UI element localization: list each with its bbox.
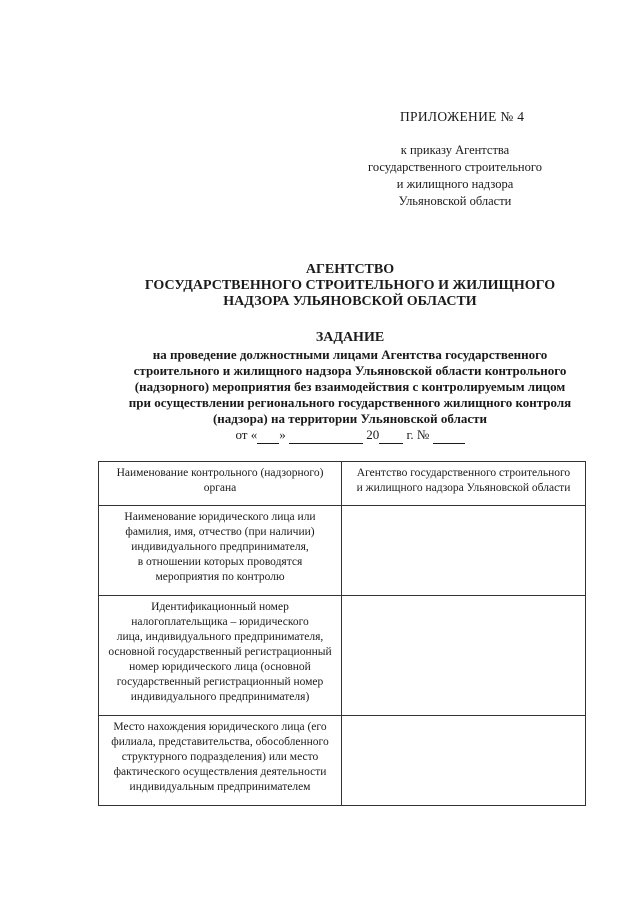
cell-line: налогоплательщика – юридического — [131, 616, 309, 628]
cell-line: номер юридического лица (основной — [129, 661, 311, 673]
table-row — [99, 506, 586, 596]
task-line: строительного и жилищного надзора Ульяновской области контрольного — [133, 363, 567, 378]
day-blank — [257, 427, 279, 444]
cell-line: структурного подразделения) или место — [121, 751, 319, 763]
task-line: на проведение должностными лицами Агентства государственного — [152, 347, 548, 362]
table-cell-value — [342, 462, 586, 506]
cell-line: лица, индивидуального предпринимателя, — [116, 631, 324, 643]
cell-line: Наименование юридического лица или — [124, 511, 316, 523]
year-blank — [379, 427, 403, 444]
appendix-line: Ульяновской области — [398, 194, 512, 208]
cell-line: Место нахождения юридического лица (его — [113, 721, 327, 733]
cell-line: в отношении которых проводятся — [137, 556, 303, 568]
agency-line: НАДЗОРА УЛЬЯНОВСКОЙ ОБЛАСТИ — [223, 294, 477, 309]
cell-line: государственный регистрационный номер — [116, 676, 324, 688]
table-cell-value — [342, 506, 586, 596]
cell-line: Идентификационный номер — [151, 601, 289, 613]
date-line — [60, 427, 640, 444]
date-year: 20 — [366, 427, 380, 442]
appendix-title: ПРИЛОЖЕНИЕ № 4 — [400, 109, 525, 124]
appendix-reference — [330, 142, 580, 210]
date-mid: » — [279, 427, 286, 442]
agency-heading — [60, 262, 640, 310]
cell-line: фактического осуществления деятельности — [113, 766, 327, 778]
task-line: (надзора) на территории Ульяновской области — [212, 411, 488, 426]
table-row — [99, 596, 586, 716]
cell-line: индивидуального предпринимателя) — [130, 691, 310, 703]
cell-line: филиала, представительства, обособленного — [111, 736, 329, 748]
cell-line: и жилищного надзора Ульяновской области — [356, 482, 571, 494]
table-cell-value — [342, 716, 586, 806]
cell-line: органа — [203, 482, 237, 494]
task-line: (надзорного) мероприятия без взаимодействия с контролируемым лицом — [134, 379, 566, 394]
appendix-line: и жилищного надзора — [396, 177, 514, 191]
appendix-line: к приказу Агентства — [400, 143, 510, 157]
date-suffix: г. № — [406, 427, 430, 442]
date-prefix: от « — [235, 427, 258, 442]
table-cell-label — [99, 462, 342, 506]
agency-line: АГЕНТСТВО — [305, 262, 395, 277]
table-cell-value — [342, 596, 586, 716]
cell-line: основной государственный регистрационный — [108, 646, 332, 658]
table-row — [99, 462, 586, 506]
cell-line: фамилия, имя, отчество (при наличии) — [125, 526, 315, 538]
task-table — [98, 461, 586, 806]
table-row — [99, 716, 586, 806]
cell-line: Наименование контрольного (надзорного) — [116, 467, 324, 479]
table-cell-label — [99, 596, 342, 716]
cell-line: Агентство государственного строительного — [356, 467, 571, 479]
month-blank — [289, 427, 363, 444]
task-line: при осуществлении регионального государственного жилищного контроля — [128, 395, 572, 410]
cell-line: индивидуальным предпринимателем — [129, 781, 311, 793]
cell-line: индивидуального предпринимателя, — [131, 541, 309, 553]
cell-line: мероприятия по контролю — [155, 571, 285, 583]
agency-line: ГОСУДАРСТВЕННОГО СТРОИТЕЛЬНОГО И ЖИЛИЩНОГО — [144, 278, 556, 293]
table-cell-label — [99, 506, 342, 596]
task-heading: ЗАДАНИЕ — [315, 330, 385, 345]
task-block — [60, 330, 640, 444]
number-blank — [433, 427, 465, 444]
table-cell-label — [99, 716, 342, 806]
appendix-line: государственного строительного — [368, 160, 542, 174]
